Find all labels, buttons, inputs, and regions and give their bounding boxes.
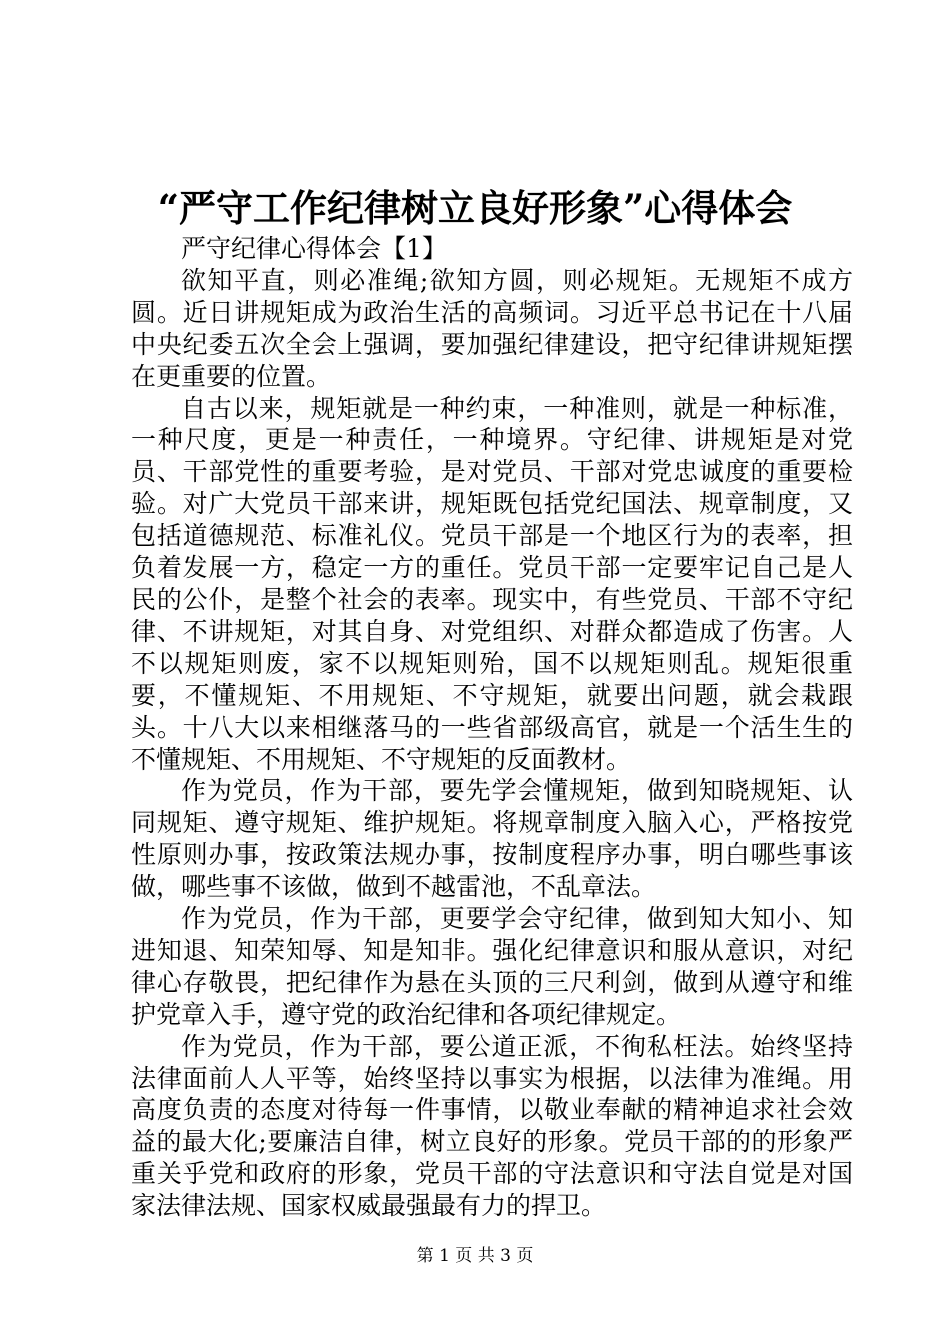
page-number-footer: 第 1 页 共 3 页 (416, 1246, 534, 1266)
document-body (131, 233, 853, 1222)
paragraph-3: 作为党员，作为干部，要先学会懂规矩，做到知晓规矩、认同规矩、遵守规矩、维护规矩。将规章制度入脑入心，严格按党性原则办事，按政策法规办事，按制度程序办事，明白哪些事该做，哪些事不该做，做到不越雷池，不乱章法。 (131, 776, 853, 902)
section-subheading: 严守纪律心得体会【1】 (181, 234, 447, 263)
document-title: “严守工作纪律树立良好形象”心得体会 (157, 186, 793, 230)
paragraph-4: 作为党员，作为干部，更要学会守纪律，做到知大知小、知进知退、知荣知辱、知是知非。强化纪律意识和服从意识，对纪律心存敬畏，把纪律作为悬在头顶的三尺利剑，做到从遵守和维护党章入手，遵守党的政治纪律和各项纪律规定。 (131, 904, 853, 1029)
paragraph-1: 欲知平直，则必准绳;欲知方圆，则必规矩。无规矩不成方圆。近日讲规矩成为政治生活的高频词。习近平总书记在十八届中央纪委五次全会上强调，要加强纪律建设，把守纪律讲规矩摆在更重要的位置。 (131, 265, 853, 391)
paragraph-2: 自古以来，规矩就是一种约束，一种准则，就是一种标准，一种尺度，更是一种责任，一种境界。守纪律、讲规矩是对党员、干部党性的重要考验，是对党员、干部对党忠诚度的重要检验。对广大党员干部来讲，规矩既包括党纪国法、规章制度，又包括道德规范、标准礼仪。党员干部是一个地区行为的表率，担负着发展一方，稳定一方的重任。党员干部一定要牢记自己是人民的公仆，是整个社会的表率。现实中，有些党员、干部不守纪律、不讲规矩，对其自身、对党组织、对群众都造成了伤害。人不以规矩则废，家不以规矩则殆，国不以规矩则乱。规矩很重要，不懂规矩、不用规矩、不守规矩，就要出问题，就会栽跟头。十八大以来相继落马的一些省部级高官，就是一个活生生的不懂规矩、不用规矩、不守规矩的反面教材。 (131, 393, 853, 774)
paragraph-5: 作为党员，作为干部，要公道正派，不徇私枉法。始终坚持法律面前人人平等，始终坚持以事实为根据，以法律为准绳。用高度负责的态度对待每一件事情，以敬业奉献的精神追求社会效益的最大化;要廉洁自律，树立良好的形象。党员干部的的形象严重关乎党和政府的形象，党员干部的守法意识和守法自觉是对国家法律法规、国家权威最强最有力的捍卫。 (131, 1031, 853, 1221)
